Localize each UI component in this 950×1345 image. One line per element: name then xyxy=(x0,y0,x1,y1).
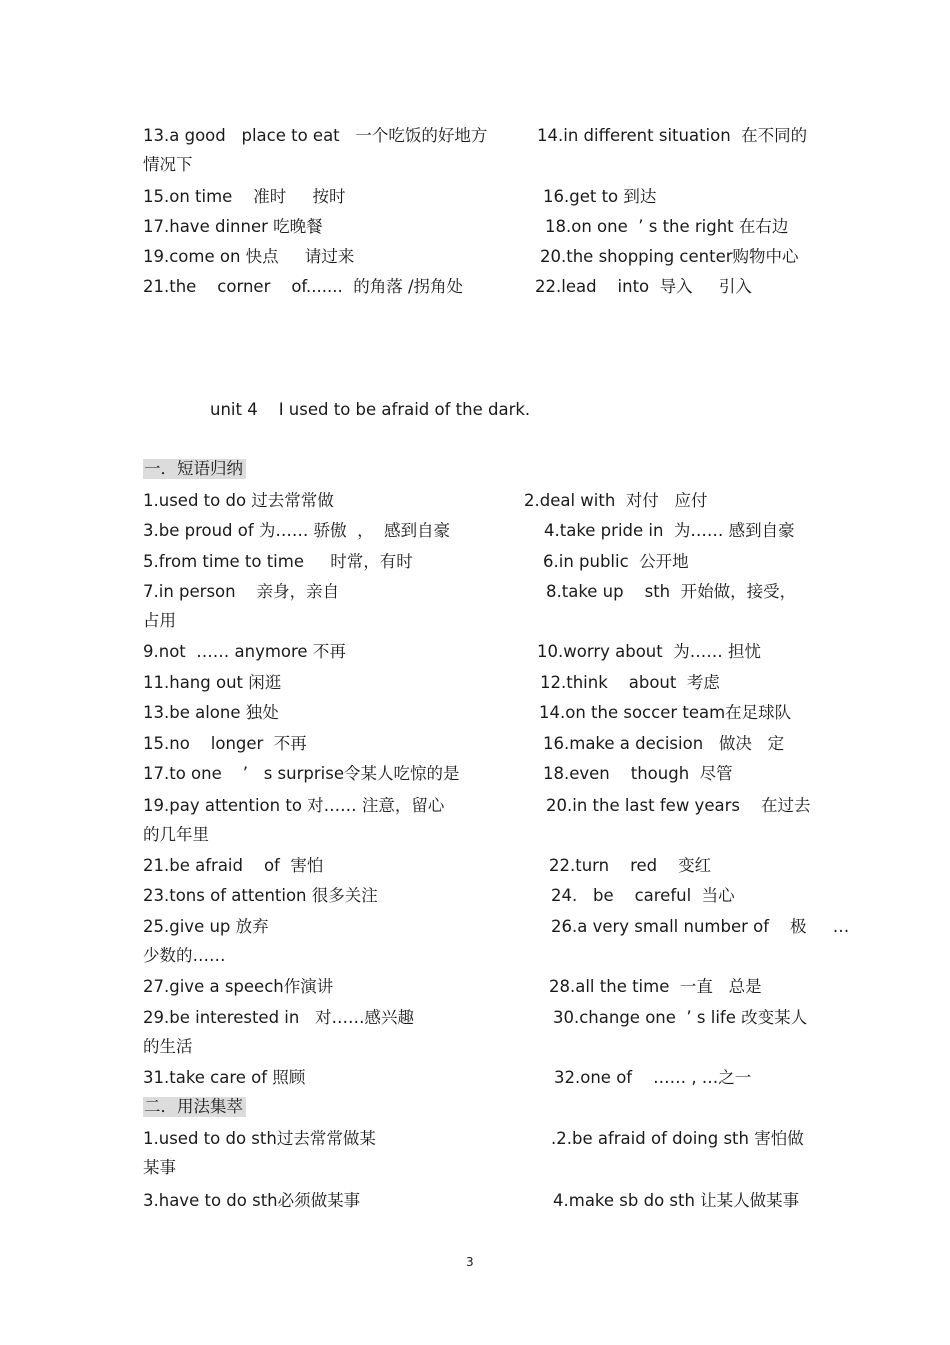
usage-1-used-to-do-sth: 1.used to do sth过去常常做某 xyxy=(143,1129,376,1148)
phrase-30-continuation: 的生活 xyxy=(143,1037,193,1056)
phrase-17-to-ones-surprise: 17.to one ’ s surprise令某人吃惊的是 xyxy=(143,764,460,783)
usage-2-continuation: 某事 xyxy=(143,1158,176,1177)
phrase-8-take-up: 8.take up sth 开始做，接受， xyxy=(546,582,797,601)
page-number: 3 xyxy=(466,1255,474,1269)
phrase-15-no-longer: 15.no longer 不再 xyxy=(143,734,307,753)
usage-4-make-sb-do-sth: 4.make sb do sth 让某人做某事 xyxy=(553,1191,800,1210)
phrase-28-all-the-time: 28.all the time 一直 总是 xyxy=(549,977,762,996)
phrase-1-used-to-do: 1.used to do 过去常常做 xyxy=(143,491,334,510)
phrase-2-deal-with: 2.deal with 对付 应付 xyxy=(524,491,708,510)
phrase-7-in-person: 7.in person 亲身，亲自 xyxy=(143,582,340,601)
phrase-14-soccer-team: 14.on the soccer team在足球队 xyxy=(539,703,792,722)
phrase-17-have-dinner: 17.have dinner 吃晚餐 xyxy=(143,217,323,236)
phrase-14-continuation: 情况下 xyxy=(143,155,193,174)
phrase-18-on-the-right: 18.on one ’ s the right 在右边 xyxy=(545,217,789,236)
phrase-32-one-of: 32.one of …… , …之一 xyxy=(554,1068,752,1087)
phrase-26-continuation: 少数的…… xyxy=(143,946,226,965)
phrase-14-different-situation: 14.in different situation 在不同的 xyxy=(537,126,808,145)
phrase-16-make-a-decision: 16.make a decision 做决 定 xyxy=(543,734,785,753)
phrase-27-give-a-speech: 27.give a speech作演讲 xyxy=(143,977,334,996)
section-heading-usage: 二．用法集萃 xyxy=(143,1097,246,1117)
phrase-5-from-time-to-time: 5.from time to time 时常，有时 xyxy=(143,552,413,571)
phrase-31-take-care-of: 31.take care of 照顾 xyxy=(143,1068,306,1087)
phrase-10-worry-about: 10.worry about 为…… 担忧 xyxy=(537,642,761,661)
section-heading-phrases: 一．短语归纳 xyxy=(143,459,246,479)
unit-title: unit 4 I used to be afraid of the dark. xyxy=(210,400,531,419)
phrase-15-on-time: 15.on time 准时 按时 xyxy=(143,187,346,206)
phrase-21-be-afraid-of: 21.be afraid of 害怕 xyxy=(143,856,324,875)
phrase-26-small-number-of: 26.a very small number of 极 … xyxy=(551,917,850,936)
phrase-24-be-careful: 24. be careful 当心 xyxy=(551,886,735,905)
usage-3-have-to-do-sth: 3.have to do sth必须做某事 xyxy=(143,1191,361,1210)
phrase-13-place-to-eat: 13.a good place to eat 一个吃饭的好地方 xyxy=(143,126,488,145)
phrase-16-get-to: 16.get to 到达 xyxy=(543,187,657,206)
phrase-8-continuation: 占用 xyxy=(143,611,176,630)
phrase-6-in-public: 6.in public 公开地 xyxy=(543,552,689,571)
phrase-9-not-anymore: 9.not …… anymore 不再 xyxy=(143,642,346,661)
phrase-4-take-pride-in: 4.take pride in 为…… 感到自豪 xyxy=(544,521,795,540)
phrase-20-last-few-years: 20.in the last few years 在过去 xyxy=(546,796,811,815)
phrase-20-shopping-center: 20.the shopping center购物中心 xyxy=(540,247,799,266)
phrase-18-even-though: 18.even though 尽管 xyxy=(543,764,733,783)
phrase-19-pay-attention-to: 19.pay attention to 对…… 注意，留心 xyxy=(143,796,445,815)
phrase-21-corner-of: 21.the corner of....... 的角落 /拐角处 xyxy=(143,277,464,296)
phrase-19-come-on: 19.come on 快点 请过来 xyxy=(143,247,355,266)
phrase-12-think-about: 12.think about 考虑 xyxy=(540,673,720,692)
phrase-11-hang-out: 11.hang out 闲逛 xyxy=(143,673,282,692)
usage-2-be-afraid-of-doing: .2.be afraid of doing sth 害怕做 xyxy=(551,1129,804,1148)
phrase-25-give-up: 25.give up 放弃 xyxy=(143,917,269,936)
phrase-13-be-alone: 13.be alone 独处 xyxy=(143,703,279,722)
phrase-20-continuation: 的几年里 xyxy=(143,825,209,844)
phrase-29-be-interested-in: 29.be interested in 对……感兴趣 xyxy=(143,1008,415,1027)
phrase-3-be-proud-of: 3.be proud of 为…… 骄傲 ， 感到自豪 xyxy=(143,521,451,540)
phrase-22-turn-red: 22.turn red 变红 xyxy=(549,856,712,875)
phrase-23-tons-of-attention: 23.tons of attention 很多关注 xyxy=(143,886,378,905)
phrase-22-lead-into: 22.lead into 导入 引入 xyxy=(535,277,752,296)
phrase-30-change-ones-life: 30.change one ’ s life 改变某人 xyxy=(553,1008,808,1027)
